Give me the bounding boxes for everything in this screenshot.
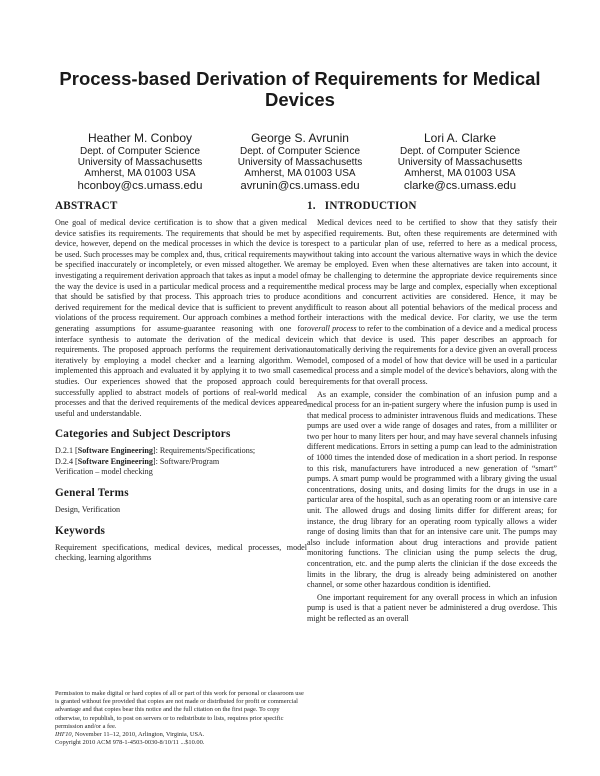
- introduction-heading: 1. INTRODUCTION: [307, 200, 417, 212]
- categories-text: [55, 446, 307, 478]
- categories-heading: Categories and Subject Descriptors: [55, 428, 231, 441]
- author-3: [372, 131, 548, 192]
- author-name: Lori A. Clarke: [423, 131, 497, 145]
- author-dept: Dept. of Computer Science: [399, 146, 521, 157]
- author-address: Amherst, MA 01003 USA: [84, 168, 196, 180]
- author-email: hconboy@cs.umass.edu: [77, 179, 203, 192]
- intro-paragraph-2: As an example, consider the combination of an infusion pump and a medical process for an in-patient surgery where the infusion pump is used in that medical process to administer intravenous fluids and medications. These pumps are used over a wide range of dosages and rates, from a milliliter or two per hour to many liters per hour, and may have several channels infusing different medications. Errors in setting a pump can lead to the administration of 1000 times the intended dose of medication in a short period. In response to this risk, manufacturers have introduced a new generation of “smart” pumps. A smart pump would be programmed with a library giving the usual concentrations, dosing units, and dosing limits for the drugs in use in a particular area of the hospital, such as an operating room or an intensive care unit. The allowed drugs and dosing limits differ for different areas; for instance, the drug library for an operating room typically allows a wider range of dosing limits than that for an intensive care unit. The pumps may also include information about drug interactions and provide patient monitoring functions. The clinician using the pump selects the drug, concentration, etc. and the pump alerts the clinician if the dose exceeds the limits in the library, the drug is already being administered on another channel, or some other hazardous condition is identified.: [307, 389, 557, 590]
- right-column: [307, 200, 557, 627]
- abstract-text: One goal of medical device certification is to show that a given medical device satisfies its requirements. The requirements that should be met by a device, however, depend on the medical processes in which the device is to be used. Such processes may be complex and, thus, critical requirements may be specified inaccurately or incompletely, or even missed altogether. We are investigating a requirement derivation approach that takes as input a model of the way the device is used in a particular medical process and a requirement that should be satisfied by that process. This approach tries to produce a derived requirement for the medical device that is sufficient to prevent any violations of the process requirement. Our approach combines a method for generating assumptions for assume-guarantee reasoning with one for interface synthesis to automate the derivation of the medical device requirements. The proposed approach performs the requirement derivation iteratively by employing a model checker and a learning algorithm. We implemented this approach and evaluated it by applying it to two small case studies. Our experiences showed that the proposed approach could be successfully applied to abstract models of portions of real-world medical processes and that the derived requirements of the medical devices appeared useful and understandable.: [55, 218, 307, 418]
- general-terms-heading: General Terms: [55, 487, 129, 500]
- category-line-2: D.2.4 [Software Engineering]: Software/Program: [55, 456, 220, 466]
- author-address: Amherst, MA 01003 USA: [404, 168, 516, 180]
- paper-title: Process-based Derivation of Requirements for Medical Devices: [59, 68, 541, 110]
- intro-paragraph-3: One important requirement for any overall process in which an infusion pump is used is that a patient never be administered a drug overdose. This might be reflected as an overall: [307, 592, 557, 623]
- keywords-heading: Keywords: [55, 524, 106, 537]
- author-email: clarke@cs.umass.edu: [403, 179, 517, 192]
- category-line-1: D.2.1 [Software Engineering]: Requirements/Specifications;: [55, 446, 256, 456]
- author-dept: Dept. of Computer Science: [79, 146, 201, 157]
- author-dept: Dept. of Computer Science: [239, 146, 361, 157]
- author-1: [52, 131, 228, 192]
- author-email: avrunin@cs.umass.edu: [240, 179, 360, 192]
- left-column: [55, 200, 307, 564]
- general-terms-text: Design, Verification: [55, 505, 121, 515]
- author-university: University of Massachusetts: [77, 157, 203, 169]
- author-address: Amherst, MA 01003 USA: [244, 168, 356, 180]
- category-line-3: Verification – model checking: [55, 467, 153, 477]
- abstract-heading: ABSTRACT: [55, 200, 118, 212]
- permission-text: Permission to make digital or hard copies of all or part of this work for personal or classroom use is granted without fee provided that copies are not made or distributed for profit or commercial advantage and that copies bear this notice and the full citation on the first page. To copy otherwise, to republish, to post on servers or to redistribute to lists, requires prior specific permission and/or a fee.: [55, 690, 304, 730]
- intro-paragraph-1: Medical devices need to be certified to show that they satisfy their specified requirements. But, often these requirements are determined with respect to a particular plan of use, referred to here as a medical process, without taking into account the various alternative ways in which the device may be employed. Even when these alternatives are taken into account, it may be challenging to determine the appropriate device requirements since the medical process may be large and complex, especially when exceptional conditions and concurrent activities are considered. Hence, it may be difficult to reason about all potential behaviors of the medical process and their interactions with the medical device. For clarity, we use the term overall process to refer to the combination of a device and a medical process in which that device is used. This paper describes an approach for automatically deriving the requirements for a device given an overall process model, composed of a model of how that device will be used in a particular medical process and a simple model of the device's behaviors, along with the requirements for that overall process.: [307, 218, 557, 386]
- copyright-line: Copyright 2010 ACM 978-1-4503-0030-8/10/11 ...$10.00.: [55, 739, 205, 747]
- author-name: Heather M. Conboy: [87, 131, 193, 145]
- keywords-text: Requirement specifications, medical devices, medical processes, model checking, learning algorithms: [55, 542, 307, 563]
- author-2: [212, 131, 388, 192]
- author-university: University of Massachusetts: [397, 157, 523, 169]
- permission-notice: [55, 690, 307, 747]
- venue-line: IHI'10, November 11–12, 2010, Arlington, Virginia, USA.: [55, 731, 205, 739]
- author-university: University of Massachusetts: [237, 157, 363, 169]
- author-block: [40, 131, 560, 193]
- author-name: George S. Avrunin: [251, 131, 349, 145]
